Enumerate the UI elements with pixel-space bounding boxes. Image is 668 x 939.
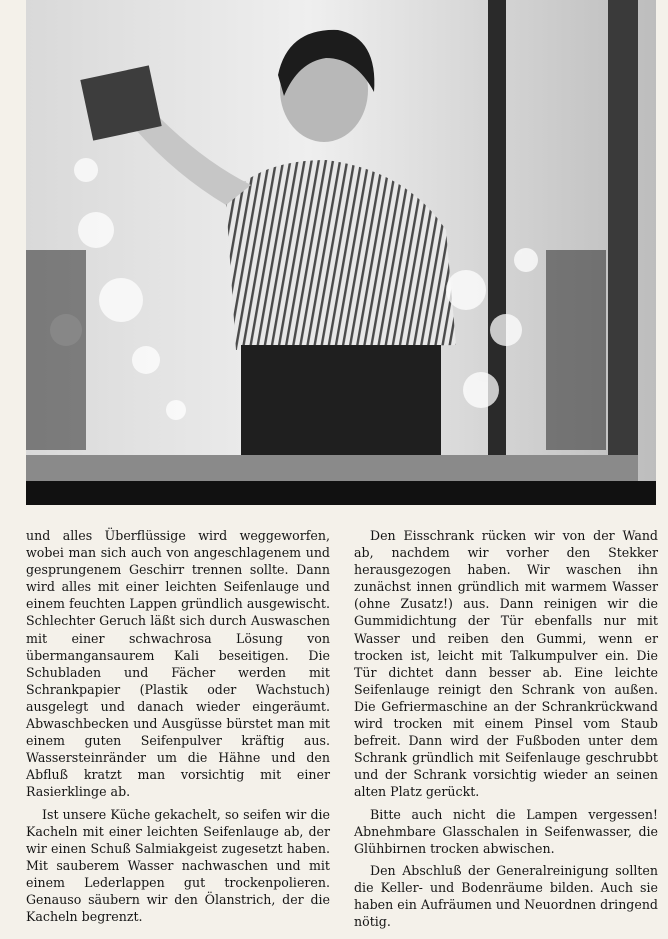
paragraph: Den Abschluß der Generalreinigung sollten die Keller- und Bodenräume bilden. Auch sie haben ein Aufräumen und Neuordnen dringend nötig. xyxy=(354,862,658,930)
paragraph: Bitte auch nicht die Lampen vergessen! Abnehmbare Glasschalen in Seifenwasser, die Glühbirnen trocken abwischen. xyxy=(354,806,658,856)
article-text-columns xyxy=(26,527,658,932)
photo-illustration xyxy=(26,0,656,505)
paragraph: Den Eisschrank rücken wir von der Wand ab, nachdem wir vorher den Stekker herausgezogen haben. Wir waschen ihn zunächst innen gründlich mit warmem Wasser (ohne Zusatz!) aus. Dann reinigen wir die Gummidichtung der Tür ebenfalls nur mit Wasser und reiben den Gummi, wenn er trocken ist, leicht mit Talkumpulver ein. Die Tür dichtet dann besser ab. Eine leichte Seifenlauge reinigt den Schrank von außen. Die Gefriermaschine an der Schrankrückwand wird trocken mit einem Pinsel vom Staub befreit. Dann wird der Fußboden unter dem Schrank gründlich mit Seifenlauge geschrubbt und der Schrank vorsichtig wieder an seinen alten Platz gerückt. xyxy=(354,528,658,800)
paragraph: Ist unsere Küche gekachelt, so seifen wir die Kacheln mit einer leichten Seifenlauge ab, der wir einen Schuß Salmiakgeist zugesetzt haben. Mit sauberem Wasser nachwaschen und mit einem Lederlappen gut trockenpolieren. Genauso säubern wir den Ölanstrich, der die Kacheln begrenzt. xyxy=(26,806,330,925)
article-photo-woman-cleaning-window xyxy=(26,0,656,505)
right-column xyxy=(354,527,658,932)
left-column xyxy=(26,527,330,932)
paragraph: und alles Überflüssige wird weggeworfen, wobei man sich auch von angeschlagenem und gesprungenem Geschirr trennen sollte. Dann wird alles mit einer leichten Seifenlauge und einem feuchten Lappen gründlich ausgewischt. Schlechter Geruch läßt sich durch Auswaschen mit einer schwachrosa Lösung von übermangansaurem Kali beseitigen. Die Schubladen und Fächer werden mit Schrankpapier (Plastik oder Wachstuch) ausgelegt und danach wieder eingeräumt. Abwaschbecken und Ausgüsse bürstet man mit einem guten Seifenpulver kräftig aus. Wassersteinränder um die Hähne und den Abfluß kratzt man vorsichtig mit einer Rasierklinge ab. xyxy=(26,528,330,800)
